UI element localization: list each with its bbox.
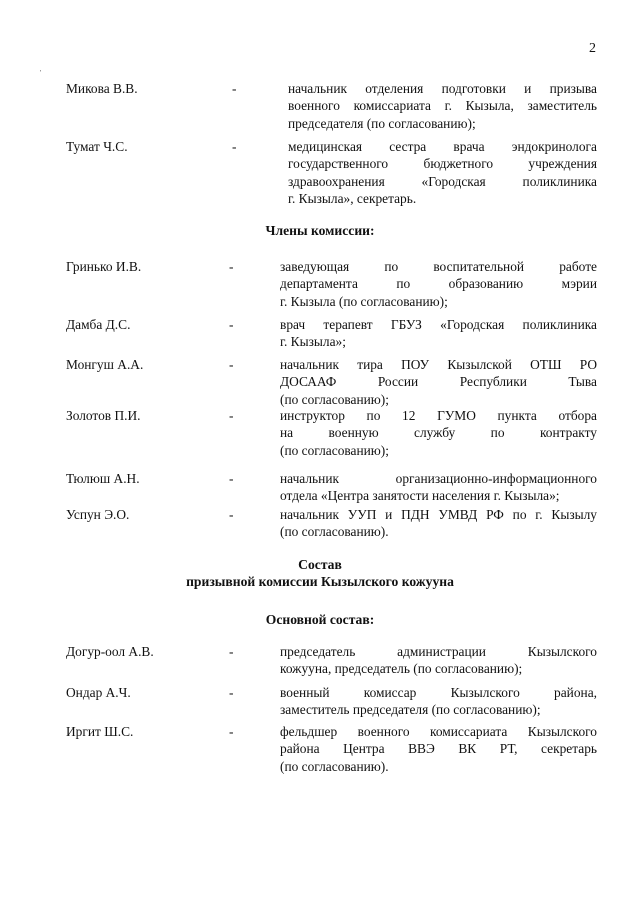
description-line: (по согласованию); — [280, 442, 389, 458]
position-description — [280, 684, 597, 719]
position-description — [288, 80, 597, 132]
description-line: г. Кызыла», секретарь. — [288, 191, 417, 207]
page-number: 2 — [589, 41, 596, 56]
person-name: Ондар А.Ч. — [66, 685, 131, 700]
person-name: Монгуш А.А. — [66, 357, 144, 372]
person-name: Дамба Д.С. — [66, 317, 131, 332]
margin-mark: ' — [40, 69, 42, 77]
position-description — [280, 407, 597, 459]
person-name: Тумат Ч.С. — [66, 139, 128, 154]
position-description — [280, 643, 597, 678]
commission-heading: призывной комиссии Кызылского кожууна — [186, 574, 454, 589]
description-line: начальник тира ПОУ Кызылской ОТШ РО — [280, 357, 597, 372]
description-line: г. Кызыла (по согласованию); — [280, 293, 448, 309]
description-line: (по согласованию). — [280, 758, 389, 774]
position-description — [288, 138, 597, 208]
person-name: Догур-оол А.В. — [66, 644, 154, 659]
description-line: начальник отделения подготовки и призыва — [288, 81, 597, 96]
entry-dash: - — [229, 685, 234, 700]
position-description — [280, 470, 597, 505]
entry-dash: - — [232, 81, 237, 96]
description-line: председатель администрации Кызылского — [280, 644, 597, 659]
description-line: инструктор по 12 ГУМО пункта отбора — [280, 408, 597, 423]
description-line: начальник организационно-информационного — [280, 471, 597, 486]
description-line: ДОСААФ России Республики Тыва — [280, 374, 597, 390]
description-line: медицинская сестра врача эндокринолога — [288, 139, 597, 154]
description-line: кожууна, председатель (по согласованию); — [280, 661, 523, 677]
position-description — [280, 258, 597, 310]
description-line: (по согласованию); — [280, 391, 389, 407]
description-line: фельдшер военного комиссариата Кызылского — [280, 724, 597, 739]
person-name: Иргит Ш.С. — [66, 724, 134, 739]
description-line: департамента по образованию мэрии — [280, 276, 597, 292]
description-line: военного комиссариата г. Кызыла, заместитель — [288, 98, 597, 114]
description-line: заведующая по воспитательной работе — [280, 259, 597, 274]
entry-dash: - — [229, 724, 234, 739]
person-name: Гринько И.В. — [66, 259, 142, 274]
position-description — [280, 316, 597, 351]
entry-dash: - — [229, 317, 234, 332]
person-name: Золотов П.И. — [66, 408, 141, 423]
entry-dash: - — [229, 259, 234, 274]
description-line: здравоохранения «Городская поликлиника — [288, 173, 597, 189]
main-composition-heading: Основной состав: — [265, 612, 375, 627]
description-line: г. Кызыла»; — [280, 334, 346, 350]
composition-heading: Состав — [298, 557, 342, 572]
entry-dash: - — [229, 507, 234, 522]
description-line: (по согласованию). — [280, 524, 389, 540]
entry-dash: - — [229, 644, 234, 659]
position-description — [280, 723, 597, 775]
person-name: Микова В.В. — [66, 81, 138, 96]
position-description — [280, 356, 597, 408]
description-line: района Центра ВВЭ ВК РТ, секретарь — [280, 741, 597, 757]
person-name: Тюлюш А.Н. — [66, 471, 140, 486]
members-heading: Члены комиссии: — [265, 223, 375, 238]
description-line: врач терапевт ГБУЗ «Городская поликлиника — [280, 317, 597, 332]
entry-dash: - — [229, 408, 234, 423]
entry-dash: - — [229, 357, 234, 372]
description-line: государственного бюджетного учреждения — [288, 156, 597, 172]
position-description — [280, 506, 597, 541]
description-line: заместитель председателя (по согласованию); — [280, 702, 541, 718]
entry-dash: - — [232, 139, 237, 154]
person-name: Успун Э.О. — [66, 507, 130, 522]
description-line: отдела «Центра занятости населения г. Кызыла»; — [280, 488, 560, 504]
description-line: председателя (по согласованию); — [288, 115, 476, 131]
description-line: начальник УУП и ПДН УМВД РФ по г. Кызылу — [280, 507, 597, 522]
entry-dash: - — [229, 471, 234, 486]
description-line: на военную службу по контракту — [280, 425, 597, 441]
description-line: военный комиссар Кызылского района, — [280, 685, 597, 700]
